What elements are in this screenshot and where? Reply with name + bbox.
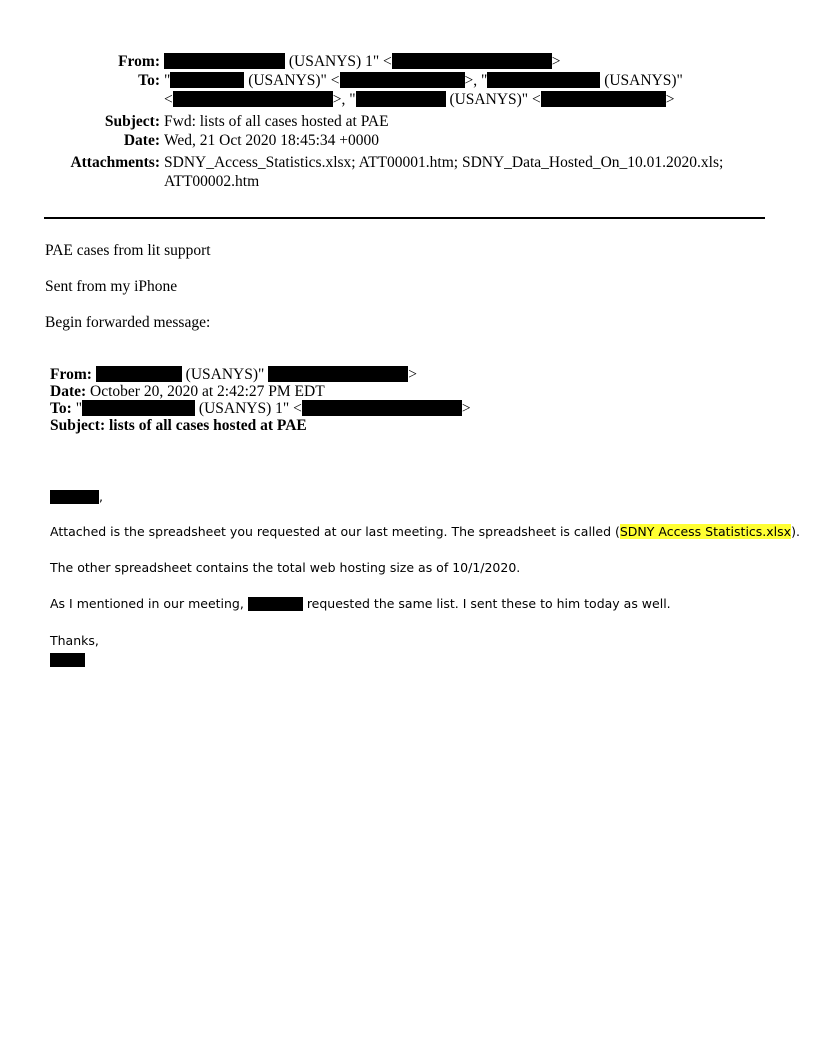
redaction-bar [173,91,333,107]
header-divider [44,217,765,219]
to-label: To: [138,72,160,89]
redaction-bar [248,597,303,611]
signature [50,652,85,668]
date-value: Wed, 21 Oct 2020 18:45:34 +0000 [164,132,380,149]
message-paragraph-1: Attached is the spreadsheet you requested at our last meeting. The spreadsheet is called (SDNY Access Statistics.xlsx). [50,524,800,539]
redaction-bar [302,400,462,416]
message-paragraph-3: As I mentioned in our meeting, requested the same list. I sent these to him today as well. [50,596,671,611]
redaction-bar [392,53,552,69]
attachments-line-1: SDNY_Access_Statistics.xlsx; ATT00001.htm; SDNY_Data_Hosted_On_10.01.2020.xls; [164,154,724,171]
redaction-bar [170,72,244,88]
to-value: " (USANYS)" < >, " (USANYS)" < >, " (USANYS)" < > [164,72,683,108]
redaction-bar [96,366,182,382]
forwarded-header [50,366,471,434]
body-line-3: Begin forwarded message: [45,314,211,331]
redaction-bar [356,91,446,107]
redaction-bar [487,72,600,88]
redaction-bar [50,653,85,667]
fwd-subject-label: Subject: [50,417,106,434]
redaction-bar [164,53,285,69]
subject-value: Fwd: lists of all cases hosted at PAE [164,113,389,130]
from-value: (USANYS) 1" < > [164,52,723,71]
greeting: , [50,489,103,505]
body-line-2: Sent from my iPhone [45,278,178,295]
fwd-subject-row [50,417,471,434]
redaction-bar [541,91,666,107]
attachments-value [164,153,723,191]
message-paragraph-2: The other spreadsheet contains the total web hosting size as of 10/1/2020. [50,560,521,575]
fwd-date-row: Date: October 20, 2020 at 2:42:27 PM EDT [50,383,325,400]
redaction-bar [82,400,195,416]
from-label: From: [118,53,160,70]
redaction-bar [268,366,408,382]
attachments-label: Attachments: [70,154,160,171]
fwd-subject-value: lists of all cases hosted at PAE [108,417,307,434]
closing: Thanks, [50,633,99,648]
fwd-from-label: From: [50,366,92,383]
outer-email-header [44,52,723,191]
fwd-to-row: To: " (USANYS) 1" < > [50,400,471,417]
date-label: Date: [123,132,160,149]
highlighted-filename: SDNY Access Statistics.xlsx [619,524,792,539]
subject-label: Subject: [104,113,160,130]
redaction-bar [50,490,99,504]
body-line-1: PAE cases from lit support [45,242,211,259]
fwd-from-row: From: (USANYS)" > [50,366,417,383]
attachments-line-2: ATT00002.htm [164,173,260,190]
fwd-date-label: Date: [50,383,87,400]
fwd-to-label: To: [50,400,72,417]
redaction-bar [340,72,465,88]
